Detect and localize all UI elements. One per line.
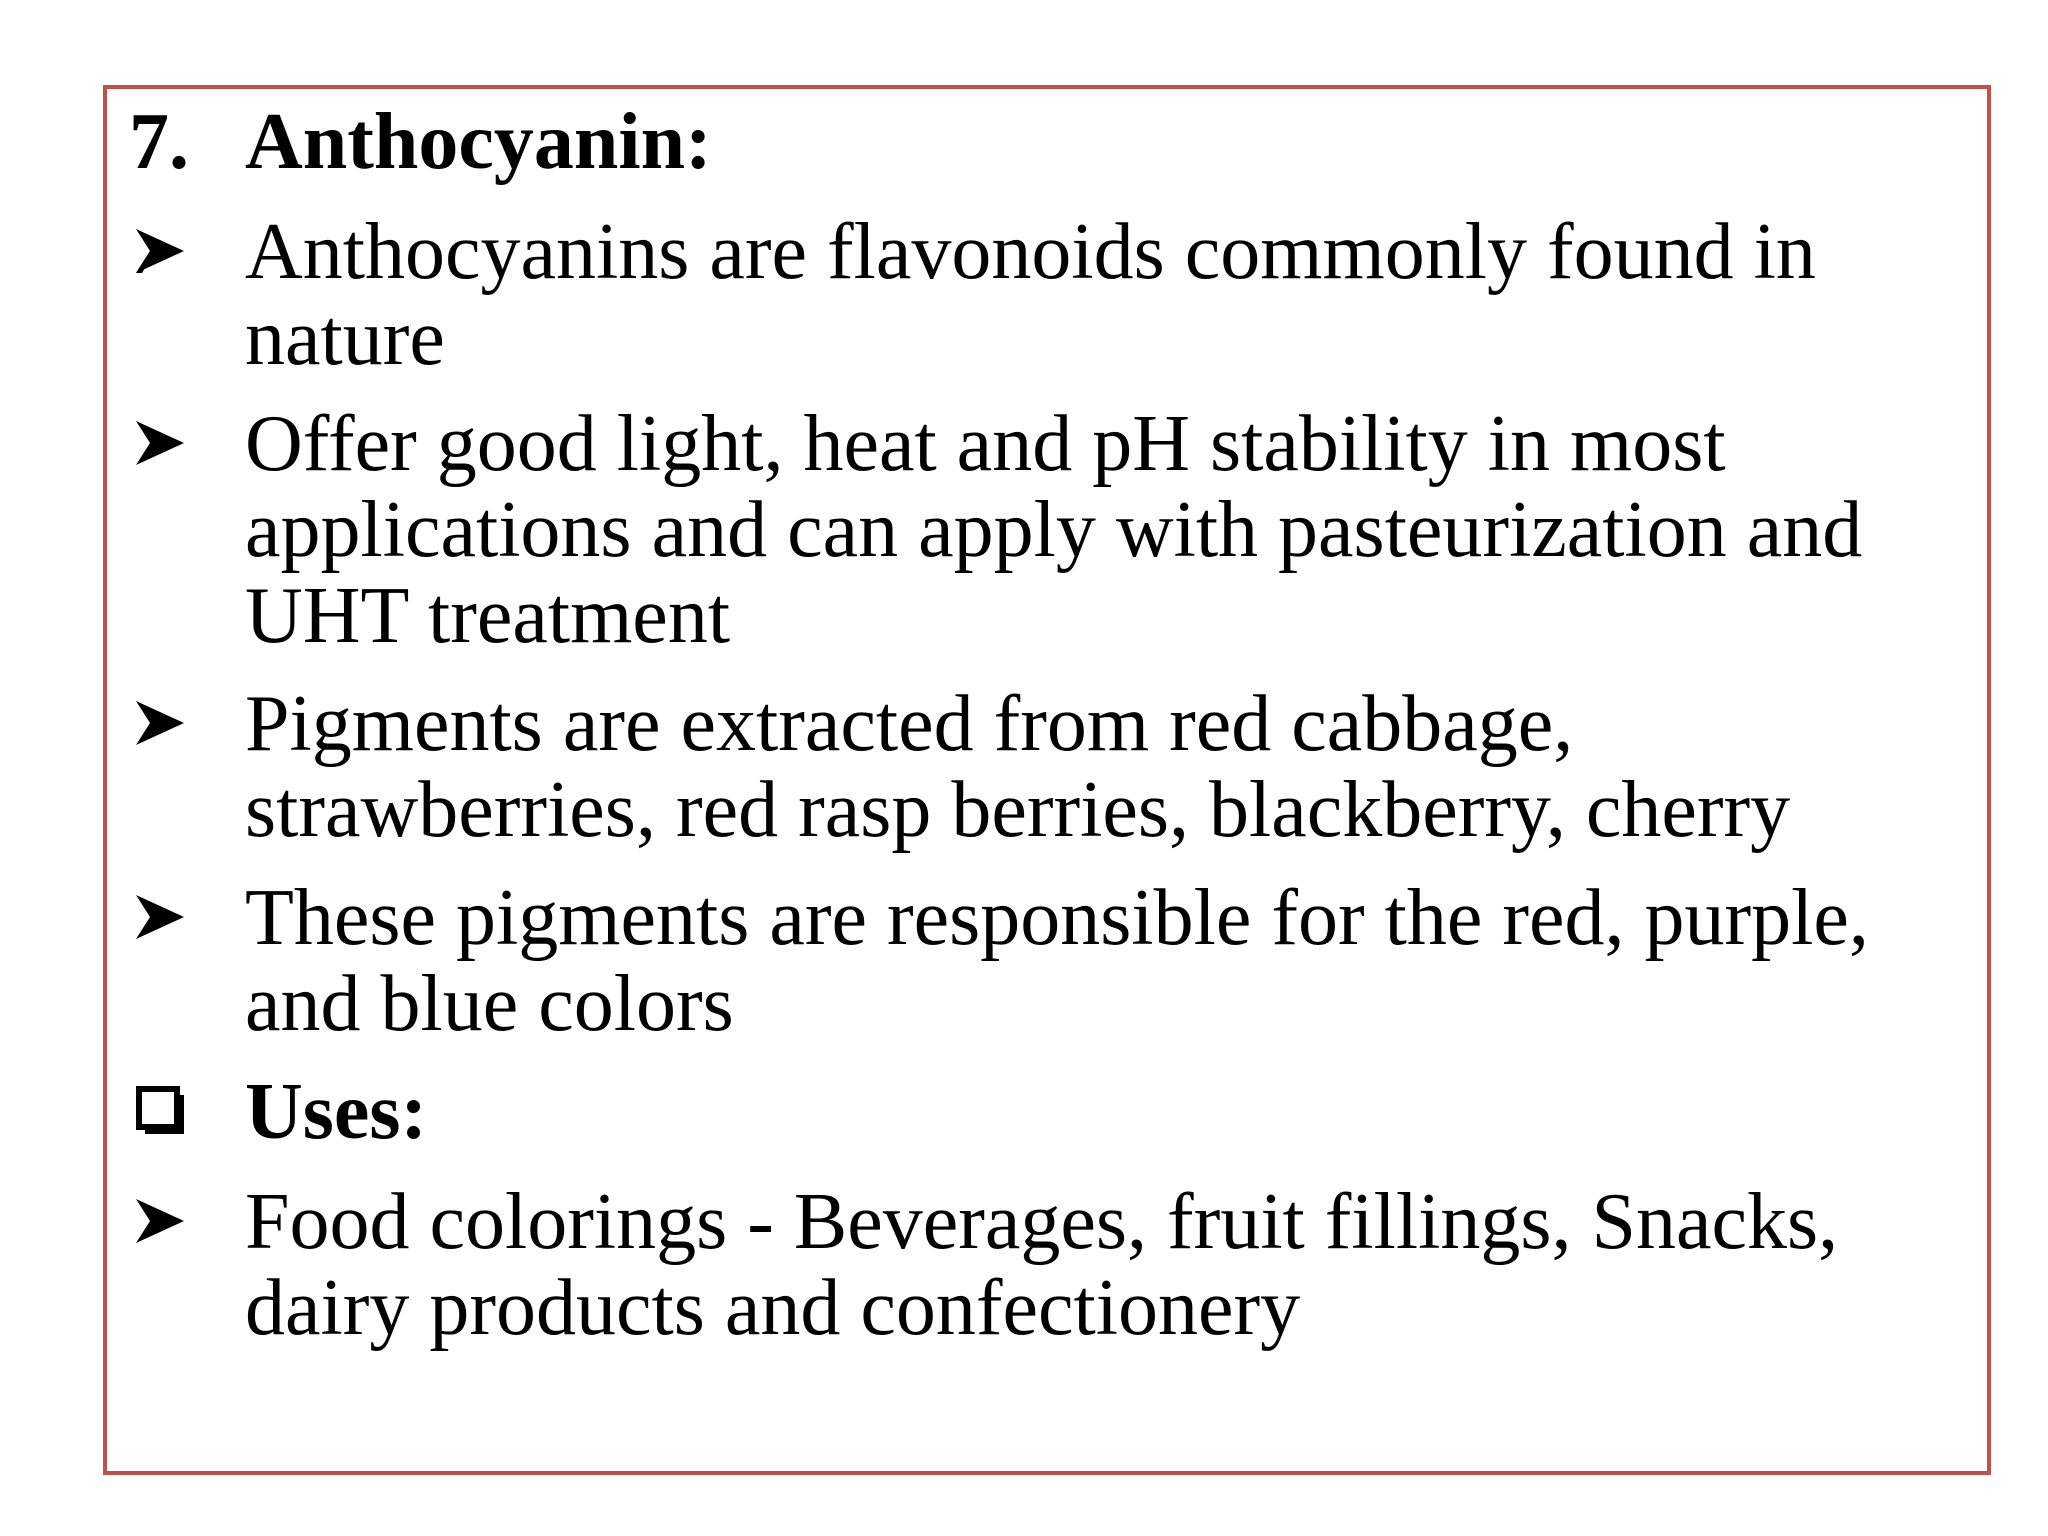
- bullet-line: Anthocyanins are flavonoids commonly found in: [245, 208, 1816, 296]
- bullet-text: [245, 209, 1965, 381]
- content-frame: [103, 85, 1991, 1475]
- bullet-text: [245, 1179, 1965, 1351]
- bullet-line: These pigments are responsible for the red, purple,: [245, 874, 1869, 962]
- bullet-line: nature: [245, 294, 445, 382]
- bullet-item: [107, 401, 1987, 659]
- bullet-line: applications and can apply with pasteurization and: [245, 486, 1863, 574]
- bullet-item: [107, 209, 1987, 381]
- bullet-item: [107, 1179, 1987, 1351]
- bullet-text: [245, 401, 1965, 659]
- arrow-bullet-icon: [134, 1195, 186, 1247]
- heading-number: 7.: [129, 98, 189, 186]
- arrow-bullet-icon: [134, 697, 186, 749]
- bullet-line: Offer good light, heat and pH stability in most: [245, 400, 1726, 488]
- bullet-line: and blue colors: [245, 960, 734, 1048]
- uses-label: Uses:: [245, 1068, 428, 1156]
- bullet-line: Pigments are extracted from red cabbage,: [245, 680, 1574, 768]
- bullet-line: Food colorings - Beverages, fruit fillings, Snacks,: [245, 1178, 1839, 1266]
- arrow-bullet-icon: [134, 891, 186, 943]
- bullet-item: [107, 875, 1987, 1047]
- bullet-text: [245, 875, 1965, 1047]
- bullet-line: dairy products and confectionery: [245, 1264, 1301, 1352]
- heading-title: Anthocyanin:: [245, 98, 712, 186]
- heading-row: [107, 99, 1987, 185]
- bullet-line: strawberries, red rasp berries, blackberry, cherry: [245, 766, 1791, 854]
- uses-heading-row: [107, 1069, 1987, 1155]
- arrow-bullet-icon: [134, 417, 186, 469]
- bullet-text: [245, 681, 1965, 853]
- bullet-line: UHT treatment: [245, 572, 731, 660]
- arrow-bullet-icon: [134, 225, 186, 277]
- bullet-item: [107, 681, 1987, 853]
- checkbox-square-icon: [136, 1086, 186, 1136]
